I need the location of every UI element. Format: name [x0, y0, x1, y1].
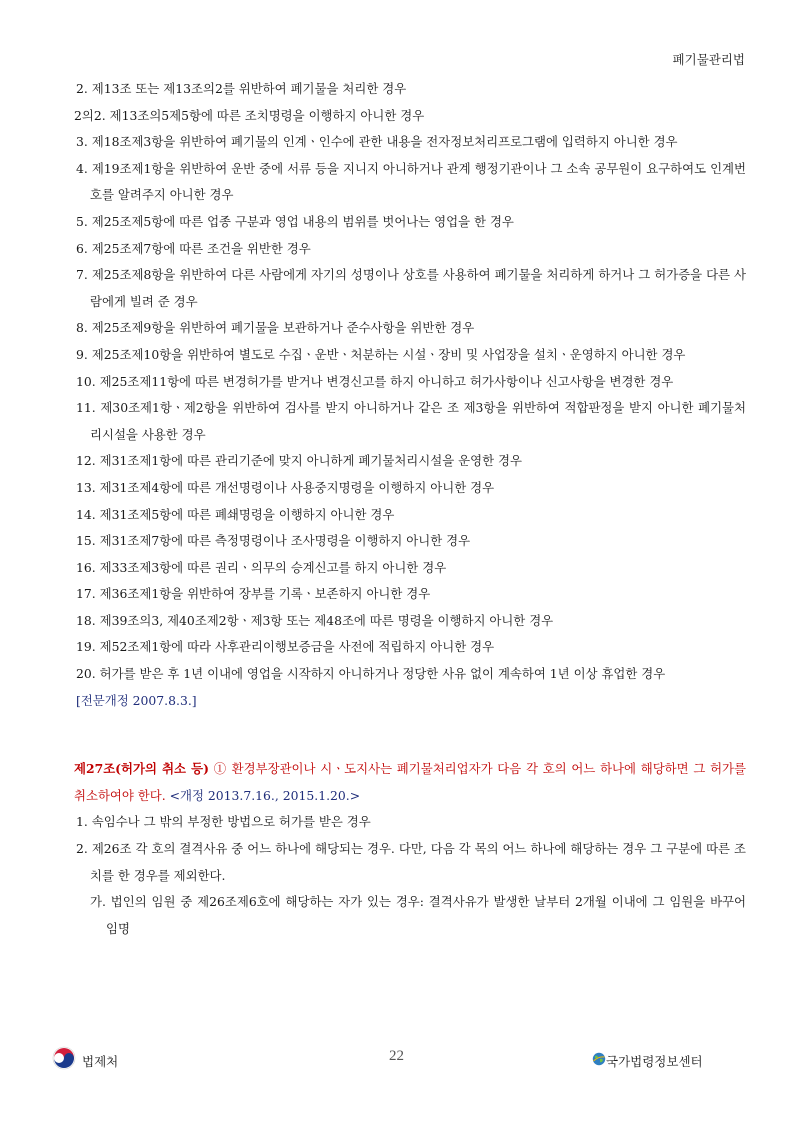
- sub-list-item: 가. 법인의 임원 중 제26조제6호에 해당하는 자가 있는 경우: 결격사유가 발생한 날부터 2개월 이내에 그 임원을 바꾸어 임명: [90, 894, 746, 936]
- list-item: 9. 제25조제10항을 위반하여 별도로 수집ㆍ운반ㆍ처분하는 시설ㆍ장비 및 사업장을 설치ㆍ운영하지 아니한 경우: [76, 346, 686, 362]
- document-body: [76, 76, 746, 942]
- list-item: 10. 제25조제11항에 따른 변경허가를 받거나 변경신고를 하지 아니하고 허가사항이나 신고사항을 변경한 경우: [76, 373, 674, 389]
- footer-center-label: 국가법령정보센터: [606, 1054, 703, 1069]
- footer-org-label: 법제처: [82, 1054, 119, 1069]
- list-item: 12. 제31조제1항에 따른 관리기준에 맞지 아니하게 폐기물처리시설을 운영한 경우: [76, 453, 522, 469]
- document-header-title: 폐기물관리법: [672, 52, 745, 67]
- list-item: 14. 제31조제5항에 따른 폐쇄명령을 이행하지 아니한 경우: [76, 506, 395, 522]
- page-footer: [0, 1046, 793, 1076]
- list-item: 2. 제26조 각 호의 결격사유 중 어느 하나에 해당되는 경우. 다만, 다음 각 목의 어느 하나에 해당하는 경우 그 구분에 따른 조치를 한 경우를 제외한다.: [76, 841, 746, 883]
- list-item: 15. 제31조제7항에 따른 측정명령이나 조사명령을 이행하지 아니한 경우: [76, 533, 471, 549]
- list-item: 16. 제33조제3항에 따른 권리ㆍ의무의 승계신고를 하지 아니한 경우: [76, 559, 447, 575]
- section-gap: [76, 714, 746, 756]
- article-27-body: ① 환경부장관이나 시ㆍ도지사는 폐기물처리업자가 다음 각 호의 어느 하나에 해당하면 그 허가를 취소하여야 한다.: [74, 761, 746, 803]
- list-item: 3. 제18조제3항을 위반하여 폐기물의 인계ㆍ인수에 관한 내용을 전자정보처리프로그램에 입력하지 아니한 경우: [76, 134, 678, 150]
- globe-icon: [592, 1052, 606, 1066]
- amendment-note: [전문개정 2007.8.3.]: [76, 692, 197, 708]
- list-item: 13. 제31조제4항에 따른 개선명령이나 사용중지명령을 이행하지 아니한 경우: [76, 479, 495, 495]
- list-item: 6. 제25조제7항에 따른 조건을 위반한 경우: [76, 240, 311, 256]
- list-item: 8. 제25조제9항을 위반하여 폐기물을 보관하거나 준수사항을 위반한 경우: [76, 320, 475, 336]
- article-27-amendment: <개정 2013.7.16., 2015.1.20.>: [165, 787, 361, 803]
- list-item: 19. 제52조제1항에 따라 사후관리이행보증금을 사전에 적립하지 아니한 경우: [76, 639, 495, 655]
- list-item: 2. 제13조 또는 제13조의2를 위반하여 폐기물을 처리한 경우: [76, 81, 407, 96]
- list-item: 4. 제19조제1항을 위반하여 운반 중에 서류 등을 지니지 아니하거나 관계 행정기관이나 그 소속 공무원이 요구하여도 인계번호를 알려주지 아니한 경우: [76, 160, 746, 203]
- list-item: 2의2. 제13조의5제5항에 따른 조치명령을 이행하지 아니한 경우: [74, 107, 425, 123]
- list-item: 18. 제39조의3, 제40조제2항ㆍ제3항 또는 제48조에 따른 명령을 이행하지 아니한 경우: [76, 612, 554, 628]
- article-27-title: 제27조(허가의 취소 등): [74, 761, 209, 777]
- list-item: 17. 제36조제1항을 위반하여 장부를 기록ㆍ보존하지 아니한 경우: [76, 586, 431, 602]
- list-item: 1. 속임수나 그 밖의 부정한 방법으로 허가를 받은 경우: [76, 814, 371, 830]
- list-item: 20. 허가를 받은 후 1년 이내에 영업을 시작하지 아니하거나 정당한 사유 없이 계속하여 1년 이상 휴업한 경우: [76, 666, 666, 682]
- article-27-heading: [60, 756, 746, 809]
- list-item: 11. 제30조제1항ㆍ제2항을 위반하여 검사를 받지 아니하거나 같은 조 제3항을 위반하여 적합판정을 받지 아니한 폐기물처리시설을 사용한 경우: [76, 400, 746, 442]
- list-item: 5. 제25조제5항에 따른 업종 구분과 영업 내용의 범위를 벗어나는 영업을 한 경우: [76, 213, 514, 229]
- list-item: 7. 제25조제8항을 위반하여 다른 사람에게 자기의 성명이나 상호를 사용하여 폐기물을 처리하게 하거나 그 허가증을 다른 사람에게 빌려 준 경우: [76, 267, 746, 309]
- page-number: 22: [389, 1048, 404, 1064]
